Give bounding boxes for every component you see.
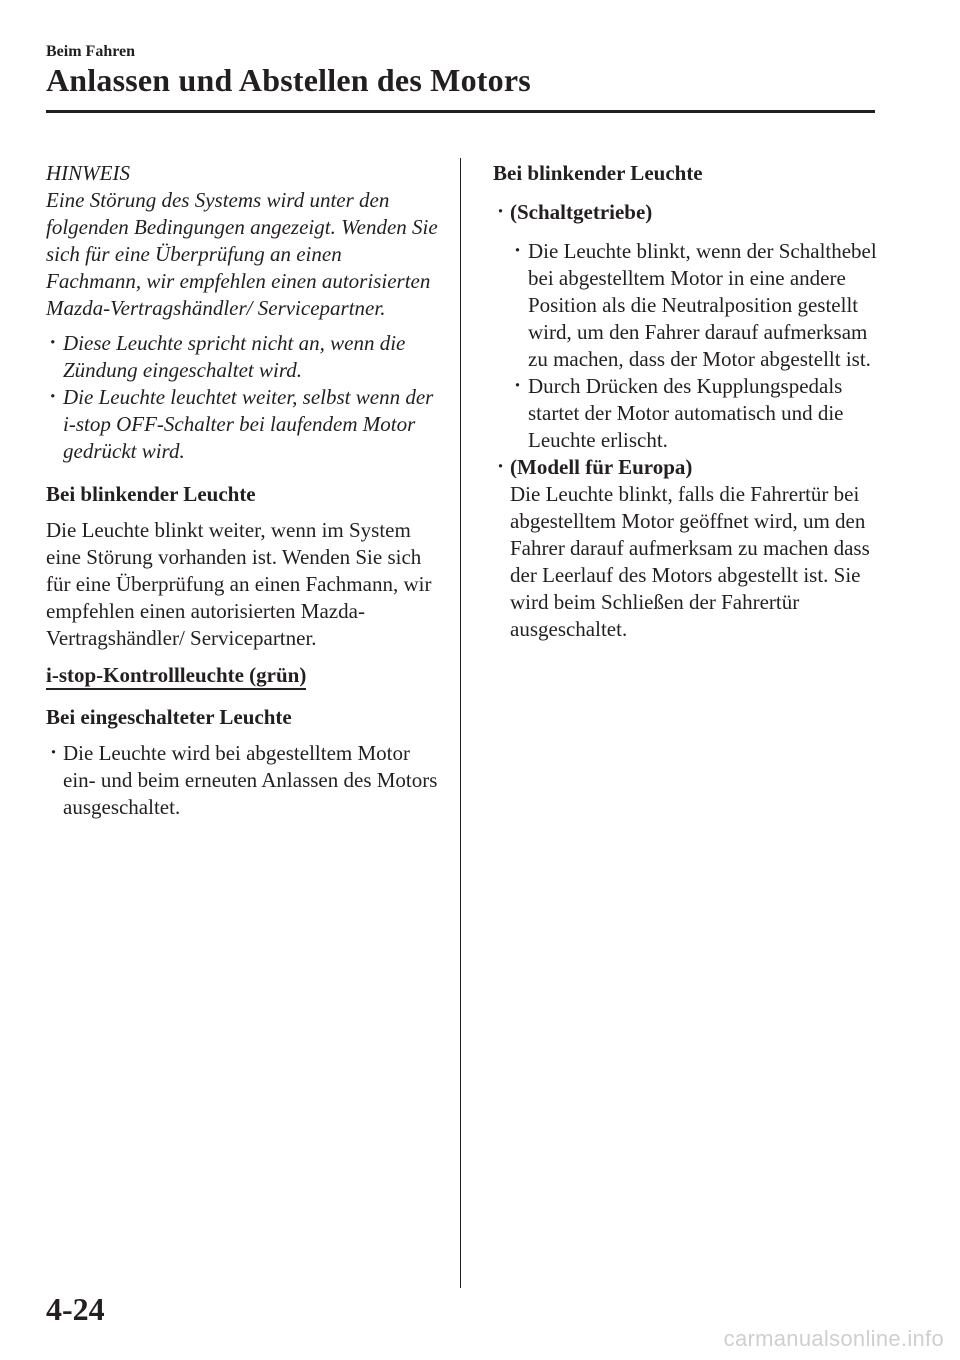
section-label: Beim Fahren [46, 43, 136, 60]
europe-model-label: · (Modell für Europa) [493, 454, 878, 481]
manual-transmission-label: · (Schaltgetriebe) [493, 199, 878, 226]
on-bullet: · Die Leuchte wird bei abgestelltem Motor ein- und beim erneuten Anlassen des Motors ausgeschaltet. [46, 740, 438, 821]
page-title: Anlassen und Abstellen des Motors [46, 62, 531, 98]
column-divider [460, 158, 461, 1288]
note-heading: HINWEIS [46, 161, 130, 185]
on-heading: Bei eingeschalteter Leuchte [46, 705, 292, 729]
manual-bullet: · Die Leuchte blinkt, wenn der Schalthebel bei abgestelltem Motor in eine andere Position als die Neutralposition gestellt wird, um den Fahrer darauf aufmerksam zu machen, dass der Motor abgestellt ist. [493, 238, 878, 373]
page-number: 4-24 [46, 1291, 105, 1327]
right-column [493, 160, 878, 643]
title-rule [46, 110, 875, 113]
right-blinking-heading: Bei blinkender Leuchte [493, 161, 703, 185]
note-bullet: · Die Leuchte leuchtet weiter, selbst wenn der i-stop OFF-Schalter bei laufendem Motor gedrückt wird. [46, 384, 438, 465]
note-text: Eine Störung des Systems wird unter den folgenden Bedingungen angezeigt. Wenden Sie sich für eine Überprüfung an einen Fachmann, wir empfehlen einen autorisierten Mazda-Vertragshändler/ Servicepartner. [46, 188, 438, 320]
blinking-text: Die Leuchte blinkt weiter, wenn im System eine Störung vorhanden ist. Wenden Sie sich für eine Überprüfung an einen Fachmann, wir empfehlen einen autorisierten Mazda-Vertragshändler/ Servicepartner. [46, 518, 432, 650]
watermark: carmanualsonline.info [723, 1326, 944, 1351]
left-column [46, 160, 438, 821]
blinking-heading: Bei blinkender Leuchte [46, 482, 256, 506]
manual-bullet: · Durch Drücken des Kupplungspedals startet der Motor automatisch und die Leuchte erlischt. [493, 373, 878, 454]
indicator-heading: i-stop-Kontrollleuchte (grün) [46, 663, 306, 690]
note-bullet: · Diese Leuchte spricht nicht an, wenn die Zündung eingeschaltet wird. [46, 330, 438, 384]
europe-text: Die Leuchte blinkt, falls die Fahrertür bei abgestelltem Motor geöffnet wird, um den Fahrer darauf aufmerksam zu machen dass der Leerlauf des Motors abgestellt ist. Sie wird beim Schließen der Fahrertür ausgeschaltet. [510, 482, 870, 641]
